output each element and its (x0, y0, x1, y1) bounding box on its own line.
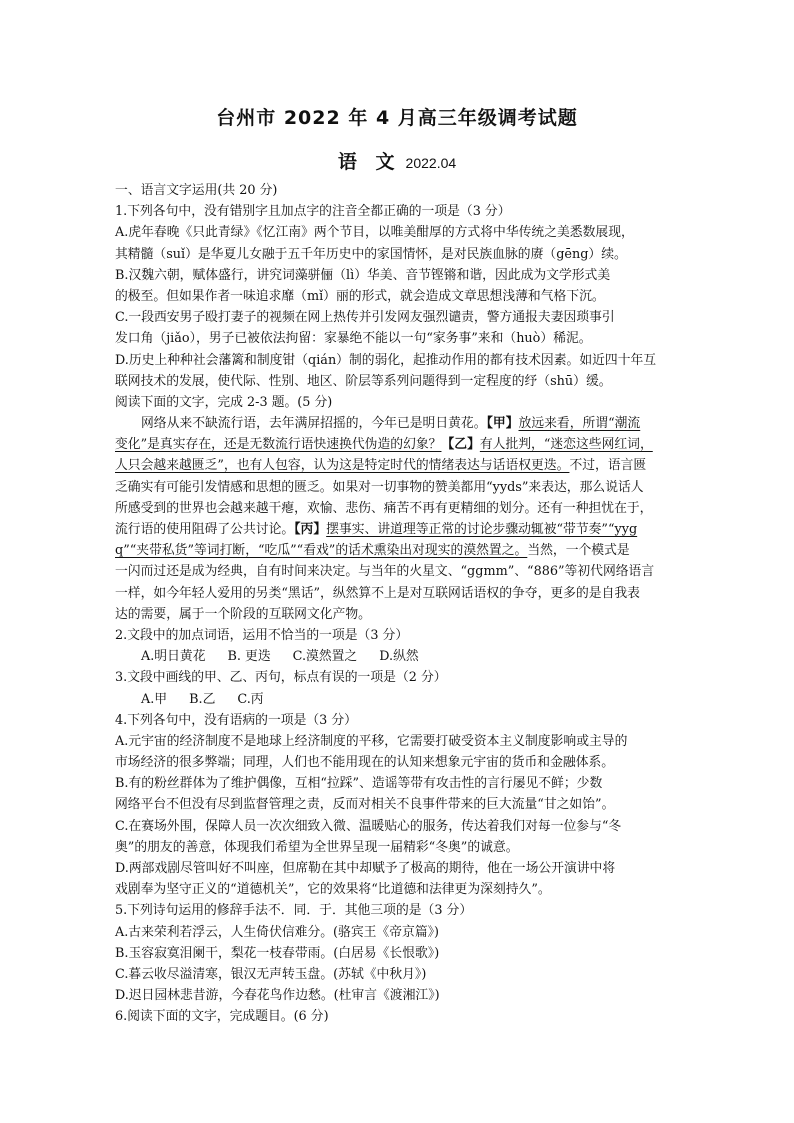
exam-title: 台州市 2022 年 4 月高三年级调考试题 (216, 107, 578, 129)
passage-line-9: 一样，如今年轻人爱用的另类“黑话”，纵然算不上是对互联网话语权的争夺，更多的是自我表 (115, 585, 640, 601)
underlined-sentence-jia-cont: 变化”是真实存在，还是无数流行语快速换代伪造的幻象？ (115, 437, 442, 453)
passage-text: 当然，一个模式是 (527, 543, 630, 559)
question-1-option-d-line-1: D.历史上种种社会藩篱和制度钳（qián）制的弱化，起推动作用的都有技术因素。如近四十年互 (115, 352, 657, 368)
question-4-option-c-line-1: C.在赛场外围，保障人员一次次细致入微、温暖贴心的服务，传达着我们对每一位参与“冬 (115, 818, 622, 834)
subject-line (0, 147, 794, 174)
question-2-option-b: B. 更迭 (227, 649, 271, 665)
question-1-option-a-line-1: A.虎年春晚《只此青绿》《忆江南》两个节目，以唯美酣厚的方式将中华传统之美悉数展现， (115, 225, 634, 241)
question-3-option-b: B.乙 (189, 691, 216, 707)
passage-text: 网络从来不缺流行语，去年满屏招摇的，今年已是明日黄花。 (141, 416, 487, 432)
question-1-option-a-line-2: 其精髓（suǐ）是华夏儿女融于五千年历史中的家国情怀，是对民族血脉的赓（gēng）续。 (115, 246, 627, 262)
underlined-sentence-bing: 摆事实、讲道理等正常的讨论步骤动辄被“带节奏”“yyg (326, 522, 638, 537)
question-4-option-a-line-1: A.元宇宙的经济制度不是地球上经济制度的平移，它需要打破受资本主义制度影响或主导的 (115, 733, 628, 749)
passage-line-7 (115, 540, 700, 561)
passage-line-2 (115, 434, 700, 455)
question-5-option-d: D.迟日园林悲昔游，今春花鸟作边愁。(杜审言《渡湘江》) (115, 988, 440, 1004)
question-2-options (115, 646, 700, 667)
passage-line-10: 达的需要，属于一个阶段的互联网文化产物。 (115, 606, 371, 622)
question-6-stem: 6.阅读下面的文字，完成题目。(6 分) (115, 1009, 329, 1025)
question-4-option-b-line-2: 网络平台不但没有尽到监督管理之责，反而对相关不良事件带来的巨大流量“甘之如饴”。 (115, 797, 615, 813)
question-3-option-c: C.丙 (237, 691, 264, 707)
marker-bing: 【丙】 (294, 522, 327, 537)
question-5-option-c: C.暮云收尽溢清寒，银汉无声转玉盘。(苏轼《中秋月》) (115, 966, 427, 982)
marker-jia: 【甲】 (486, 416, 519, 432)
question-4-option-a-line-2: 市场经济的很多弊端；同理，人们也不能用现在的认知来想象元宇宙的货币和金融体系。 (115, 755, 615, 771)
question-5-option-a: A.古来荣利若浮云，人生倚伏信难分。(骆宾王《帝京篇》) (115, 924, 440, 940)
question-2-stem: 2.文段中的加点词语，运用不恰当的一项是（3 分） (115, 627, 409, 643)
passage-line-3 (115, 455, 700, 476)
marker-yi: 【乙】 (441, 437, 480, 453)
passage-line-4: 乏确实有可能引发情感和思想的匮乏。如果对一切事物的赞美都用“yyds”来表达，那么说话人 (115, 479, 644, 495)
underlined-sentence-jia: 放远来看，所谓“潮流 (518, 416, 641, 432)
question-4-option-b-line-1: B.有的粉丝群体为了维护偶像，互相“拉踩”、造谣等带有攻击性的言行屡见不鲜；少数 (115, 776, 603, 792)
question-2-option-c: C.漠然置之 (292, 649, 358, 665)
reading-intro: 阅读下面的文字，完成 2-3 题。(5 分) (115, 394, 333, 410)
exam-date: 2022.04 (405, 155, 457, 171)
question-4-option-d-line-1: D.两部戏剧尽管叫好不叫座，但席勒在其中却赋予了极高的期待，他在一场公开演讲中将 (115, 861, 616, 876)
question-1-option-b-line-2: 的极至。但如果作者一味追求靡（mǐ）丽的形式，就会造成文章思想浅薄和气格下沉。 (115, 288, 605, 304)
exam-body (115, 180, 700, 1028)
question-2-option-d: D.纵然 (379, 649, 419, 665)
subject-name: 语 文 (337, 151, 401, 173)
question-1-option-d-line-2: 联网技术的发展，使代际、性别、地区、阶层等系列问题得到一定程度的纾（shū）缓。 (115, 373, 612, 389)
passage-line-5: 所感受到的世界也会越来越干瘪，欢愉、悲伤、痛苦不再有更精细的划分。还有一种担忧在于， (115, 500, 653, 516)
underlined-sentence-yi-cont: 人只会越来越匮乏”，也有人包容，认为这是特定时代的情绪表达与话语权更迭。 (115, 458, 570, 474)
underlined-sentence-bing-cont: q”“夹带私货”等词打断，“吃瓜”“看戏”的话术熏染出对现实的漠然置之。 (115, 543, 528, 559)
question-5-option-b: B.玉容寂寞泪阑干，梨花一枝春带雨。(白居易《长恨歌》) (115, 945, 440, 961)
passage-line-6 (115, 519, 700, 540)
passage-line-1 (115, 413, 700, 434)
passage-line-8: 一闪而过还是成为经典，自有时间来决定。与当年的火星文、“ggmm”、“886”等初代网络语言 (115, 564, 655, 580)
question-1-option-b-line-1: B.汉魏六朝，赋体盛行，讲究词藻骈俪（lì）华美、音节铿锵和谐，因此成为文学形式美 (115, 267, 611, 283)
question-1-option-c-line-2: 发口角（jiǎo），男子已被依法拘留：家暴绝不能以一句“家务事”来和（huò）稀泥。 (115, 331, 592, 347)
question-5-stem: 5.下列诗句运用的修辞手法不．同．于．其他三项的是（3 分） (115, 903, 473, 919)
question-3-option-a: A.甲 (141, 691, 168, 707)
passage-text: 流行语的使用阻碍了公共讨论。 (115, 522, 295, 537)
question-4-option-d-line-2: 戏剧奉为坚守正义的“道德机关”，它的效果将“比道德和法律更为深刻持久”。 (115, 882, 551, 898)
question-4-option-c-line-2: 奥”的朋友的善意，体现我们希望为全世界呈现一届精彩“冬奥”的诚意。 (115, 839, 519, 855)
question-4-stem: 4.下列各句中，没有语病的一项是（3 分） (115, 712, 357, 728)
section-heading: 一、语言文字运用(共 20 分) (115, 183, 278, 198)
underlined-sentence-yi: 有人批判，“迷恋这些网红词， (479, 437, 653, 453)
question-3-options (115, 689, 700, 710)
question-1-option-c-line-1: C.一段西安男子殴打妻子的视频在网上热传并引发网友强烈谴责，警方通报夫妻因琐事引 (115, 310, 615, 326)
question-2-option-a: A.明日黄花 (141, 649, 206, 665)
question-1-stem: 1.下列各句中，没有错别字且加点字的注音全都正确的一项是（3 分） (115, 204, 511, 220)
question-3-stem: 3.文段中画线的甲、乙、丙句，标点有误的一项是（2 分） (115, 670, 447, 686)
passage-text: 不过，语言匮 (569, 458, 647, 474)
